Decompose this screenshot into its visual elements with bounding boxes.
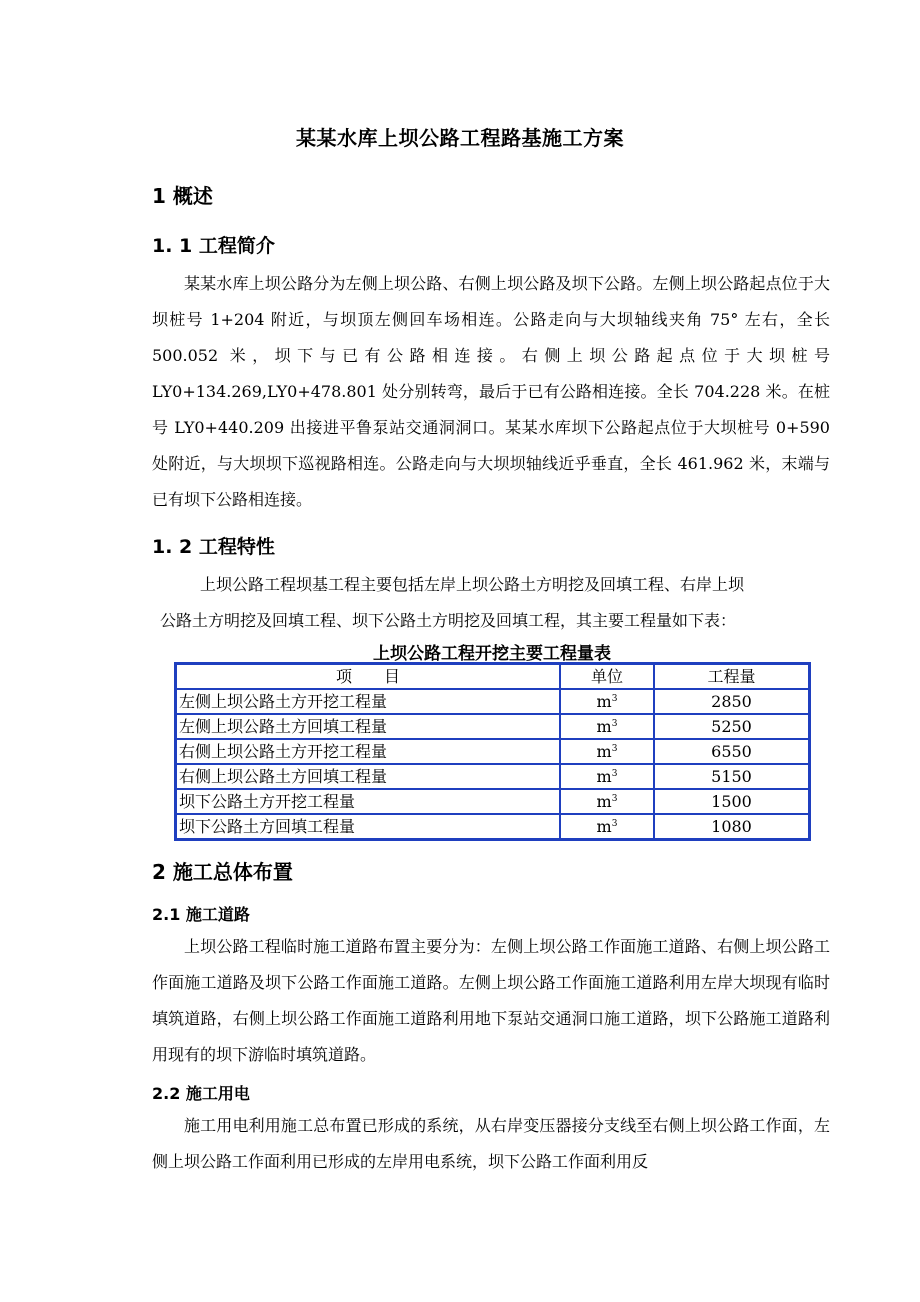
section-1-heading: 1 概述 <box>152 184 213 208</box>
section-2-2-heading: 2.2 施工用电 <box>152 1084 250 1103</box>
row-unit: $m^3$ <box>560 739 654 764</box>
row-item: 左侧上坝公路土方开挖工程量 <box>176 689 560 714</box>
section-2-heading: 2 施工总体布置 <box>152 860 293 884</box>
row-item: 左侧上坝公路土方回填工程量 <box>176 714 560 739</box>
table-row <box>176 814 809 839</box>
section-1-1-heading: 1. 1 工程简介 <box>152 235 275 257</box>
header-quantity: 工程量 <box>654 664 809 689</box>
row-unit: $m^3$ <box>560 714 654 739</box>
row-quantity: 1500 <box>654 789 809 814</box>
row-item: 坝下公路土方回填工程量 <box>176 814 560 839</box>
section-1-2-line-1: 上坝公路工程坝基工程主要包括左岸上坝公路土方明挖及回填工程、右岸上坝 <box>200 575 745 594</box>
row-unit: $m^3$ <box>560 764 654 789</box>
header-item: 项 目 <box>176 664 560 689</box>
row-quantity: 2850 <box>654 689 809 714</box>
row-item: 坝下公路土方开挖工程量 <box>176 789 560 814</box>
document-title: 某某水库上坝公路工程路基施工方案 <box>296 126 624 150</box>
section-1-1-paragraph: 某某水库上坝公路分为左侧上坝公路、右侧上坝公路及坝下公路。左侧上坝公路起点位于大坝桩号 1+204 附近，与坝顶左侧回车场相连。公路走向与大坝轴线夹角 75° 左右，全长 500.052 米，坝下与已有公路相连接。右侧上坝公路起点位于大坝桩号 LY0+134.269,LY0+478.801 处分别转弯，最后于已有公路相连接。全长 704.228 米。在桩号 LY0+440.209 出接进平鲁泵站交通洞洞口。某某水库坝下公路起点位于大坝桩号 0+590 处附近，与大坝坝下巡视路相连。公路走向与大坝坝轴线近乎垂直，全长 461.962 米，末端与已有坝下公路相连接。 <box>152 274 830 509</box>
table-header-row <box>176 664 809 689</box>
row-item: 右侧上坝公路土方回填工程量 <box>176 764 560 789</box>
section-2-1-heading: 2.1 施工道路 <box>152 905 250 924</box>
table-row <box>176 764 809 789</box>
table-row <box>176 714 809 739</box>
row-unit: $m^3$ <box>560 789 654 814</box>
table-row <box>176 739 809 764</box>
row-quantity: 5250 <box>654 714 809 739</box>
row-unit: $m^3$ <box>560 814 654 839</box>
section-1-2-line-2: 公路土方明挖及回填工程、坝下公路土方明挖及回填工程，其主要工程量如下表： <box>160 611 737 630</box>
row-quantity: 6550 <box>654 739 809 764</box>
section-1-2-paragraph <box>160 567 830 639</box>
header-unit: 单位 <box>560 664 654 689</box>
table-caption: 上坝公路工程开挖主要工程量表 <box>373 644 611 664</box>
section-1-2-heading: 1. 2 工程特性 <box>152 536 275 558</box>
table-row <box>176 789 809 814</box>
row-quantity: 5150 <box>654 764 809 789</box>
row-unit: $m^3$ <box>560 689 654 714</box>
section-2-2-paragraph: 施工用电利用施工总布置已形成的系统，从右岸变压器接分支线至右侧上坝公路工作面，左侧上坝公路工作面利用已形成的左岸用电系统，坝下公路工作面利用反 <box>152 1116 830 1171</box>
row-quantity: 1080 <box>654 814 809 839</box>
section-2-1-paragraph: 上坝公路工程临时施工道路布置主要分为：左侧上坝公路工作面施工道路、右侧上坝公路工作面施工道路及坝下公路工作面施工道路。左侧上坝公路工作面施工道路利用左岸大坝现有临时填筑道路，右侧上坝公路工作面施工道路利用地下泵站交通洞口施工道路，坝下公路施工道路利用现有的坝下游临时填筑道路。 <box>152 937 830 1064</box>
quantity-table <box>174 662 811 841</box>
row-item: 右侧上坝公路土方开挖工程量 <box>176 739 560 764</box>
table-row <box>176 689 809 714</box>
